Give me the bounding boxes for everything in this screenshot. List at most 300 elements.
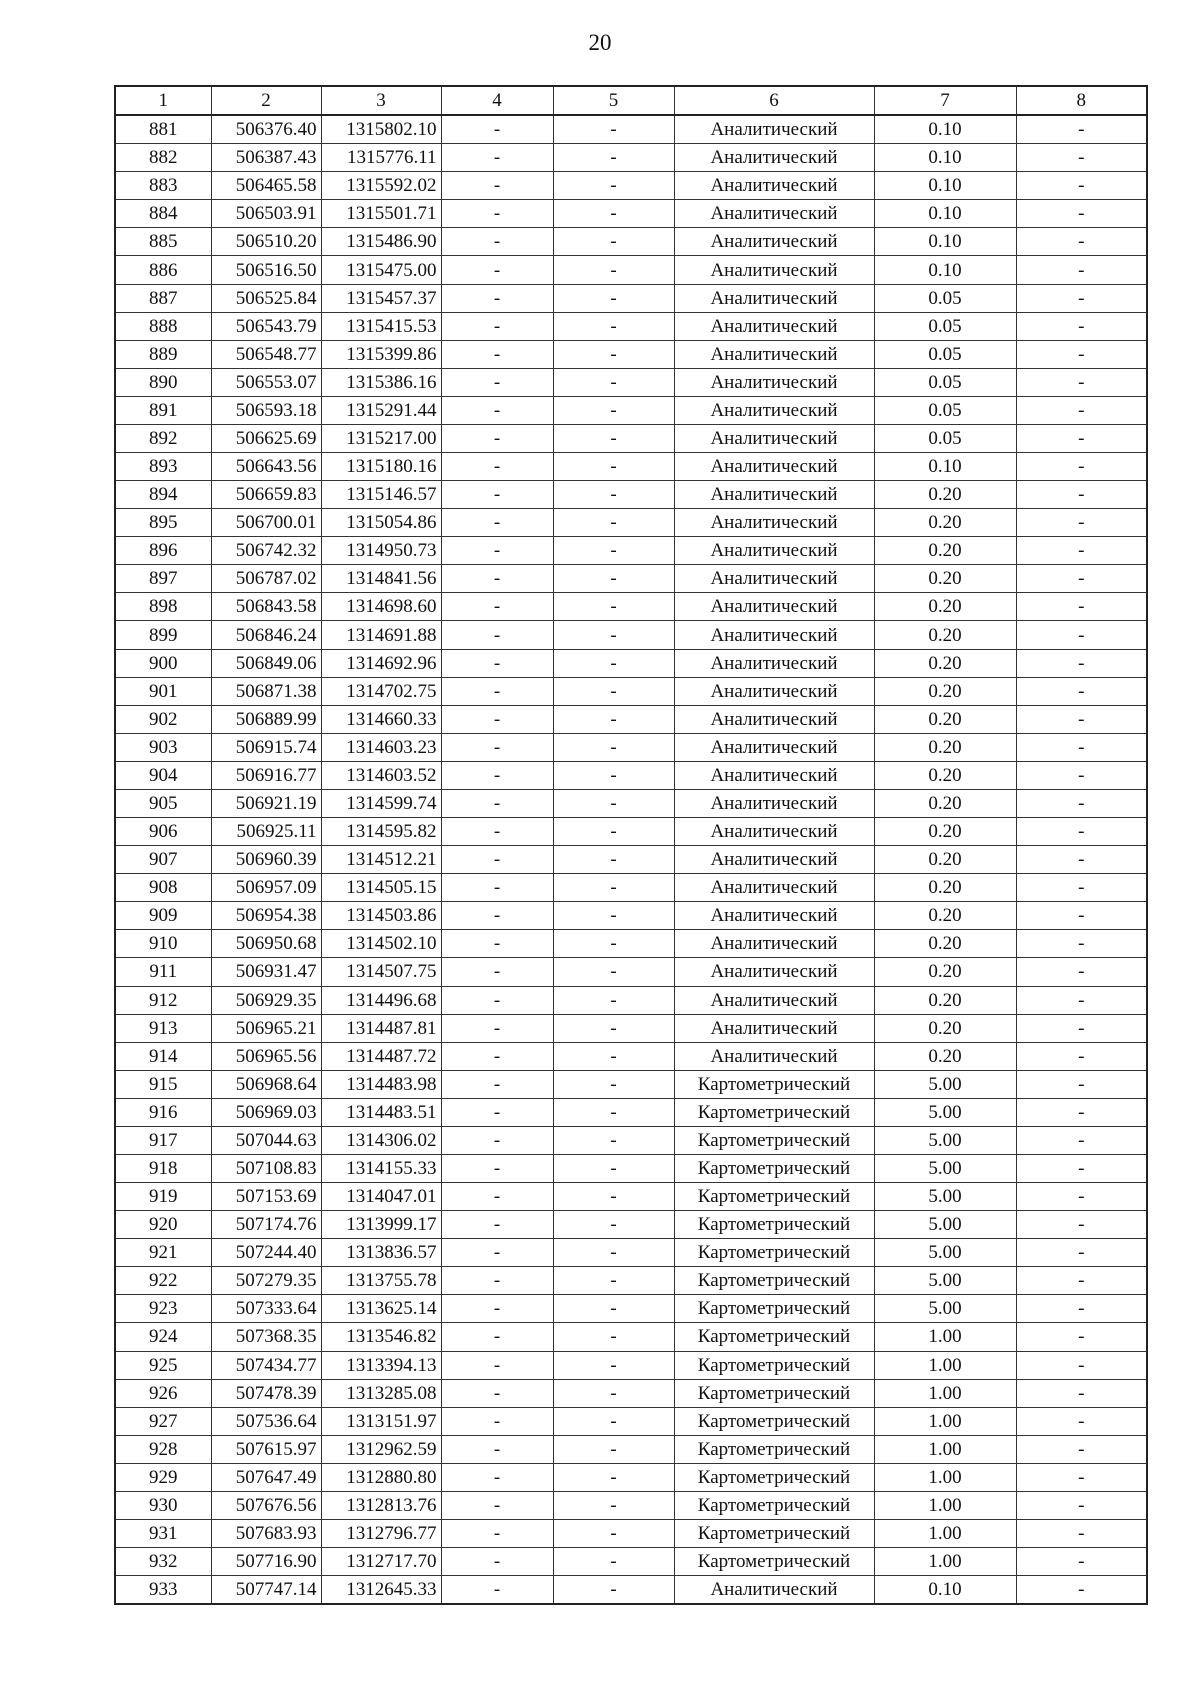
table-row bbox=[115, 368, 1147, 396]
column-4-cell: - bbox=[441, 1070, 553, 1098]
table-row bbox=[115, 1407, 1147, 1435]
column-5-cell: - bbox=[553, 312, 674, 340]
column-5-cell: - bbox=[553, 761, 674, 789]
column-8-cell: - bbox=[1016, 453, 1147, 481]
y-coordinate-cell: 1313999.17 bbox=[321, 1211, 441, 1239]
point-number-cell: 894 bbox=[115, 481, 211, 509]
accuracy-cell: 0.10 bbox=[874, 1576, 1016, 1605]
column-4-cell: - bbox=[441, 1407, 553, 1435]
method-cell: Картометрический bbox=[674, 1379, 874, 1407]
column-4-cell: - bbox=[441, 368, 553, 396]
column-5-cell: - bbox=[553, 1098, 674, 1126]
y-coordinate-cell: 1314692.96 bbox=[321, 649, 441, 677]
x-coordinate-cell: 507368.35 bbox=[211, 1323, 321, 1351]
method-cell: Аналитический bbox=[674, 312, 874, 340]
y-coordinate-cell: 1313394.13 bbox=[321, 1351, 441, 1379]
x-coordinate-cell: 506968.64 bbox=[211, 1070, 321, 1098]
y-coordinate-cell: 1313151.97 bbox=[321, 1407, 441, 1435]
y-coordinate-cell: 1314595.82 bbox=[321, 818, 441, 846]
column-5-cell: - bbox=[553, 340, 674, 368]
point-number-cell: 926 bbox=[115, 1379, 211, 1407]
point-number-cell: 905 bbox=[115, 789, 211, 817]
method-cell: Аналитический bbox=[674, 453, 874, 481]
column-4-cell: - bbox=[441, 144, 553, 172]
column-5-cell: - bbox=[553, 1463, 674, 1491]
column-5-cell: - bbox=[553, 593, 674, 621]
x-coordinate-cell: 506700.01 bbox=[211, 509, 321, 537]
column-5-cell: - bbox=[553, 649, 674, 677]
y-coordinate-cell: 1313285.08 bbox=[321, 1379, 441, 1407]
method-cell: Аналитический bbox=[674, 621, 874, 649]
column-8-cell: - bbox=[1016, 1098, 1147, 1126]
accuracy-cell: 0.10 bbox=[874, 453, 1016, 481]
y-coordinate-cell: 1315501.71 bbox=[321, 200, 441, 228]
column-header: 8 bbox=[1016, 86, 1147, 115]
table-row bbox=[115, 115, 1147, 144]
table-row bbox=[115, 846, 1147, 874]
column-4-cell: - bbox=[441, 1098, 553, 1126]
point-number-cell: 881 bbox=[115, 115, 211, 144]
accuracy-cell: 5.00 bbox=[874, 1239, 1016, 1267]
x-coordinate-cell: 507244.40 bbox=[211, 1239, 321, 1267]
y-coordinate-cell: 1315415.53 bbox=[321, 312, 441, 340]
point-number-cell: 932 bbox=[115, 1548, 211, 1576]
point-number-cell: 904 bbox=[115, 761, 211, 789]
table-row bbox=[115, 902, 1147, 930]
column-4-cell: - bbox=[441, 1379, 553, 1407]
y-coordinate-cell: 1314487.81 bbox=[321, 1014, 441, 1042]
column-4-cell: - bbox=[441, 256, 553, 284]
point-number-cell: 900 bbox=[115, 649, 211, 677]
column-8-cell: - bbox=[1016, 396, 1147, 424]
table-row bbox=[115, 537, 1147, 565]
column-8-cell: - bbox=[1016, 509, 1147, 537]
x-coordinate-cell: 506969.03 bbox=[211, 1098, 321, 1126]
y-coordinate-cell: 1315486.90 bbox=[321, 228, 441, 256]
method-cell: Картометрический bbox=[674, 1519, 874, 1547]
accuracy-cell: 0.20 bbox=[874, 846, 1016, 874]
accuracy-cell: 0.05 bbox=[874, 312, 1016, 340]
table-row bbox=[115, 481, 1147, 509]
accuracy-cell: 0.20 bbox=[874, 818, 1016, 846]
method-cell: Картометрический bbox=[674, 1239, 874, 1267]
column-8-cell: - bbox=[1016, 200, 1147, 228]
column-5-cell: - bbox=[553, 284, 674, 312]
column-8-cell: - bbox=[1016, 537, 1147, 565]
table-row bbox=[115, 1098, 1147, 1126]
y-coordinate-cell: 1314502.10 bbox=[321, 930, 441, 958]
point-number-cell: 915 bbox=[115, 1070, 211, 1098]
method-cell: Аналитический bbox=[674, 200, 874, 228]
x-coordinate-cell: 506465.58 bbox=[211, 172, 321, 200]
table-row bbox=[115, 1323, 1147, 1351]
point-number-cell: 899 bbox=[115, 621, 211, 649]
accuracy-cell: 0.10 bbox=[874, 200, 1016, 228]
column-4-cell: - bbox=[441, 958, 553, 986]
point-number-cell: 922 bbox=[115, 1267, 211, 1295]
accuracy-cell: 5.00 bbox=[874, 1267, 1016, 1295]
accuracy-cell: 0.20 bbox=[874, 705, 1016, 733]
method-cell: Аналитический bbox=[674, 396, 874, 424]
x-coordinate-cell: 506916.77 bbox=[211, 761, 321, 789]
column-4-cell: - bbox=[441, 705, 553, 733]
accuracy-cell: 0.10 bbox=[874, 228, 1016, 256]
accuracy-cell: 0.20 bbox=[874, 986, 1016, 1014]
method-cell: Аналитический bbox=[674, 228, 874, 256]
column-4-cell: - bbox=[441, 1295, 553, 1323]
table-row bbox=[115, 1126, 1147, 1154]
table-row bbox=[115, 1267, 1147, 1295]
accuracy-cell: 1.00 bbox=[874, 1407, 1016, 1435]
table-row bbox=[115, 930, 1147, 958]
column-5-cell: - bbox=[553, 958, 674, 986]
column-8-cell: - bbox=[1016, 424, 1147, 452]
table-row bbox=[115, 789, 1147, 817]
accuracy-cell: 0.20 bbox=[874, 958, 1016, 986]
table-row bbox=[115, 424, 1147, 452]
column-5-cell: - bbox=[553, 1154, 674, 1182]
method-cell: Картометрический bbox=[674, 1323, 874, 1351]
table-row bbox=[115, 228, 1147, 256]
method-cell: Аналитический bbox=[674, 1576, 874, 1605]
accuracy-cell: 1.00 bbox=[874, 1351, 1016, 1379]
method-cell: Картометрический bbox=[674, 1183, 874, 1211]
column-5-cell: - bbox=[553, 846, 674, 874]
column-4-cell: - bbox=[441, 1491, 553, 1519]
y-coordinate-cell: 1314505.15 bbox=[321, 874, 441, 902]
x-coordinate-cell: 506871.38 bbox=[211, 677, 321, 705]
method-cell: Аналитический bbox=[674, 677, 874, 705]
y-coordinate-cell: 1315802.10 bbox=[321, 115, 441, 144]
method-cell: Аналитический bbox=[674, 509, 874, 537]
point-number-cell: 893 bbox=[115, 453, 211, 481]
point-number-cell: 913 bbox=[115, 1014, 211, 1042]
table-row bbox=[115, 761, 1147, 789]
table-row bbox=[115, 200, 1147, 228]
y-coordinate-cell: 1313836.57 bbox=[321, 1239, 441, 1267]
method-cell: Картометрический bbox=[674, 1548, 874, 1576]
accuracy-cell: 1.00 bbox=[874, 1491, 1016, 1519]
method-cell: Картометрический bbox=[674, 1098, 874, 1126]
x-coordinate-cell: 507747.14 bbox=[211, 1576, 321, 1605]
column-4-cell: - bbox=[441, 481, 553, 509]
column-5-cell: - bbox=[553, 818, 674, 846]
x-coordinate-cell: 507478.39 bbox=[211, 1379, 321, 1407]
y-coordinate-cell: 1312813.76 bbox=[321, 1491, 441, 1519]
table-row bbox=[115, 340, 1147, 368]
point-number-cell: 908 bbox=[115, 874, 211, 902]
x-coordinate-cell: 506503.91 bbox=[211, 200, 321, 228]
column-4-cell: - bbox=[441, 1463, 553, 1491]
table-row bbox=[115, 705, 1147, 733]
point-number-cell: 925 bbox=[115, 1351, 211, 1379]
column-4-cell: - bbox=[441, 312, 553, 340]
table-row bbox=[115, 453, 1147, 481]
y-coordinate-cell: 1315457.37 bbox=[321, 284, 441, 312]
method-cell: Аналитический bbox=[674, 818, 874, 846]
method-cell: Аналитический bbox=[674, 284, 874, 312]
column-8-cell: - bbox=[1016, 1519, 1147, 1547]
column-4-cell: - bbox=[441, 930, 553, 958]
y-coordinate-cell: 1314047.01 bbox=[321, 1183, 441, 1211]
table-row bbox=[115, 172, 1147, 200]
column-5-cell: - bbox=[553, 1183, 674, 1211]
point-number-cell: 903 bbox=[115, 733, 211, 761]
column-4-cell: - bbox=[441, 1211, 553, 1239]
point-number-cell: 929 bbox=[115, 1463, 211, 1491]
column-8-cell: - bbox=[1016, 789, 1147, 817]
method-cell: Картометрический bbox=[674, 1126, 874, 1154]
method-cell: Аналитический bbox=[674, 172, 874, 200]
x-coordinate-cell: 506510.20 bbox=[211, 228, 321, 256]
column-5-cell: - bbox=[553, 172, 674, 200]
accuracy-cell: 0.20 bbox=[874, 593, 1016, 621]
accuracy-cell: 0.20 bbox=[874, 565, 1016, 593]
method-cell: Картометрический bbox=[674, 1435, 874, 1463]
table-row bbox=[115, 1295, 1147, 1323]
x-coordinate-cell: 506950.68 bbox=[211, 930, 321, 958]
page-number: 20 bbox=[588, 30, 612, 55]
accuracy-cell: 0.20 bbox=[874, 509, 1016, 537]
x-coordinate-cell: 507044.63 bbox=[211, 1126, 321, 1154]
column-5-cell: - bbox=[553, 874, 674, 902]
column-5-cell: - bbox=[553, 1014, 674, 1042]
column-8-cell: - bbox=[1016, 1407, 1147, 1435]
point-number-cell: 890 bbox=[115, 368, 211, 396]
column-5-cell: - bbox=[553, 144, 674, 172]
accuracy-cell: 1.00 bbox=[874, 1519, 1016, 1547]
column-8-cell: - bbox=[1016, 705, 1147, 733]
table-row bbox=[115, 1491, 1147, 1519]
accuracy-cell: 1.00 bbox=[874, 1463, 1016, 1491]
column-8-cell: - bbox=[1016, 284, 1147, 312]
x-coordinate-cell: 507647.49 bbox=[211, 1463, 321, 1491]
column-8-cell: - bbox=[1016, 1463, 1147, 1491]
point-number-cell: 891 bbox=[115, 396, 211, 424]
x-coordinate-cell: 506643.56 bbox=[211, 453, 321, 481]
y-coordinate-cell: 1314306.02 bbox=[321, 1126, 441, 1154]
column-5-cell: - bbox=[553, 424, 674, 452]
x-coordinate-cell: 507615.97 bbox=[211, 1435, 321, 1463]
column-4-cell: - bbox=[441, 424, 553, 452]
point-number-cell: 933 bbox=[115, 1576, 211, 1605]
x-coordinate-cell: 506954.38 bbox=[211, 902, 321, 930]
accuracy-cell: 0.10 bbox=[874, 256, 1016, 284]
column-5-cell: - bbox=[553, 256, 674, 284]
accuracy-cell: 5.00 bbox=[874, 1070, 1016, 1098]
y-coordinate-cell: 1312717.70 bbox=[321, 1548, 441, 1576]
point-number-cell: 914 bbox=[115, 1042, 211, 1070]
column-4-cell: - bbox=[441, 172, 553, 200]
y-coordinate-cell: 1313625.14 bbox=[321, 1295, 441, 1323]
accuracy-cell: 0.05 bbox=[874, 424, 1016, 452]
point-number-cell: 920 bbox=[115, 1211, 211, 1239]
column-5-cell: - bbox=[553, 1042, 674, 1070]
table-row bbox=[115, 1519, 1147, 1547]
table-row bbox=[115, 1070, 1147, 1098]
column-header: 3 bbox=[321, 86, 441, 115]
point-number-cell: 909 bbox=[115, 902, 211, 930]
table-row bbox=[115, 1042, 1147, 1070]
x-coordinate-cell: 507174.76 bbox=[211, 1211, 321, 1239]
column-4-cell: - bbox=[441, 284, 553, 312]
table-body bbox=[115, 115, 1147, 1604]
column-8-cell: - bbox=[1016, 733, 1147, 761]
method-cell: Аналитический bbox=[674, 705, 874, 733]
point-number-cell: 930 bbox=[115, 1491, 211, 1519]
y-coordinate-cell: 1314503.86 bbox=[321, 902, 441, 930]
accuracy-cell: 0.10 bbox=[874, 144, 1016, 172]
accuracy-cell: 0.20 bbox=[874, 649, 1016, 677]
accuracy-cell: 0.20 bbox=[874, 761, 1016, 789]
x-coordinate-cell: 506957.09 bbox=[211, 874, 321, 902]
point-number-cell: 884 bbox=[115, 200, 211, 228]
column-header: 6 bbox=[674, 86, 874, 115]
column-4-cell: - bbox=[441, 761, 553, 789]
y-coordinate-cell: 1313546.82 bbox=[321, 1323, 441, 1351]
column-8-cell: - bbox=[1016, 1548, 1147, 1576]
accuracy-cell: 1.00 bbox=[874, 1379, 1016, 1407]
accuracy-cell: 0.05 bbox=[874, 340, 1016, 368]
table-row bbox=[115, 1154, 1147, 1182]
method-cell: Аналитический bbox=[674, 481, 874, 509]
table-row bbox=[115, 509, 1147, 537]
column-4-cell: - bbox=[441, 649, 553, 677]
y-coordinate-cell: 1315399.86 bbox=[321, 340, 441, 368]
x-coordinate-cell: 507108.83 bbox=[211, 1154, 321, 1182]
point-number-cell: 897 bbox=[115, 565, 211, 593]
x-coordinate-cell: 506593.18 bbox=[211, 396, 321, 424]
point-number-cell: 898 bbox=[115, 593, 211, 621]
column-8-cell: - bbox=[1016, 818, 1147, 846]
column-4-cell: - bbox=[441, 986, 553, 1014]
point-number-cell: 889 bbox=[115, 340, 211, 368]
method-cell: Аналитический bbox=[674, 368, 874, 396]
column-4-cell: - bbox=[441, 1576, 553, 1605]
y-coordinate-cell: 1315054.86 bbox=[321, 509, 441, 537]
accuracy-cell: 5.00 bbox=[874, 1098, 1016, 1126]
y-coordinate-cell: 1314698.60 bbox=[321, 593, 441, 621]
y-coordinate-cell: 1315146.57 bbox=[321, 481, 441, 509]
column-8-cell: - bbox=[1016, 593, 1147, 621]
x-coordinate-cell: 506843.58 bbox=[211, 593, 321, 621]
table-row bbox=[115, 1211, 1147, 1239]
y-coordinate-cell: 1314660.33 bbox=[321, 705, 441, 733]
x-coordinate-cell: 506889.99 bbox=[211, 705, 321, 733]
y-coordinate-cell: 1315776.11 bbox=[321, 144, 441, 172]
method-cell: Аналитический bbox=[674, 1014, 874, 1042]
column-5-cell: - bbox=[553, 1211, 674, 1239]
x-coordinate-cell: 506516.50 bbox=[211, 256, 321, 284]
y-coordinate-cell: 1314512.21 bbox=[321, 846, 441, 874]
accuracy-cell: 5.00 bbox=[874, 1211, 1016, 1239]
x-coordinate-cell: 507279.35 bbox=[211, 1267, 321, 1295]
column-5-cell: - bbox=[553, 1407, 674, 1435]
column-5-cell: - bbox=[553, 1070, 674, 1098]
method-cell: Аналитический bbox=[674, 789, 874, 817]
column-5-cell: - bbox=[553, 1379, 674, 1407]
column-header: 7 bbox=[874, 86, 1016, 115]
y-coordinate-cell: 1314496.68 bbox=[321, 986, 441, 1014]
accuracy-cell: 0.20 bbox=[874, 1042, 1016, 1070]
column-8-cell: - bbox=[1016, 1491, 1147, 1519]
column-4-cell: - bbox=[441, 537, 553, 565]
y-coordinate-cell: 1312796.77 bbox=[321, 1519, 441, 1547]
method-cell: Картометрический bbox=[674, 1407, 874, 1435]
column-4-cell: - bbox=[441, 1126, 553, 1154]
column-8-cell: - bbox=[1016, 930, 1147, 958]
column-5-cell: - bbox=[553, 1267, 674, 1295]
point-number-cell: 886 bbox=[115, 256, 211, 284]
point-number-cell: 883 bbox=[115, 172, 211, 200]
column-5-cell: - bbox=[553, 902, 674, 930]
x-coordinate-cell: 507333.64 bbox=[211, 1295, 321, 1323]
column-8-cell: - bbox=[1016, 115, 1147, 144]
column-4-cell: - bbox=[441, 1014, 553, 1042]
accuracy-cell: 0.10 bbox=[874, 172, 1016, 200]
column-8-cell: - bbox=[1016, 761, 1147, 789]
column-4-cell: - bbox=[441, 593, 553, 621]
column-8-cell: - bbox=[1016, 1183, 1147, 1211]
table-row bbox=[115, 1548, 1147, 1576]
accuracy-cell: 1.00 bbox=[874, 1548, 1016, 1576]
column-5-cell: - bbox=[553, 1519, 674, 1547]
accuracy-cell: 0.05 bbox=[874, 284, 1016, 312]
x-coordinate-cell: 506965.56 bbox=[211, 1042, 321, 1070]
column-4-cell: - bbox=[441, 846, 553, 874]
column-5-cell: - bbox=[553, 1548, 674, 1576]
y-coordinate-cell: 1314603.52 bbox=[321, 761, 441, 789]
method-cell: Аналитический bbox=[674, 733, 874, 761]
point-number-cell: 896 bbox=[115, 537, 211, 565]
method-cell: Картометрический bbox=[674, 1070, 874, 1098]
point-number-cell: 895 bbox=[115, 509, 211, 537]
column-4-cell: - bbox=[441, 818, 553, 846]
accuracy-cell: 0.20 bbox=[874, 481, 1016, 509]
column-8-cell: - bbox=[1016, 1042, 1147, 1070]
column-8-cell: - bbox=[1016, 1070, 1147, 1098]
column-5-cell: - bbox=[553, 677, 674, 705]
point-number-cell: 912 bbox=[115, 986, 211, 1014]
table-row bbox=[115, 256, 1147, 284]
x-coordinate-cell: 506625.69 bbox=[211, 424, 321, 452]
column-header: 4 bbox=[441, 86, 553, 115]
accuracy-cell: 5.00 bbox=[874, 1295, 1016, 1323]
method-cell: Аналитический bbox=[674, 874, 874, 902]
column-8-cell: - bbox=[1016, 874, 1147, 902]
x-coordinate-cell: 506659.83 bbox=[211, 481, 321, 509]
accuracy-cell: 0.20 bbox=[874, 1014, 1016, 1042]
method-cell: Аналитический bbox=[674, 846, 874, 874]
accuracy-cell: 0.20 bbox=[874, 789, 1016, 817]
column-8-cell: - bbox=[1016, 986, 1147, 1014]
column-5-cell: - bbox=[553, 509, 674, 537]
method-cell: Аналитический bbox=[674, 537, 874, 565]
column-4-cell: - bbox=[441, 509, 553, 537]
y-coordinate-cell: 1314599.74 bbox=[321, 789, 441, 817]
table-row bbox=[115, 1351, 1147, 1379]
table-header-row bbox=[115, 86, 1147, 115]
method-cell: Картометрический bbox=[674, 1463, 874, 1491]
y-coordinate-cell: 1314603.23 bbox=[321, 733, 441, 761]
column-5-cell: - bbox=[553, 705, 674, 733]
table-row bbox=[115, 312, 1147, 340]
y-coordinate-cell: 1315475.00 bbox=[321, 256, 441, 284]
table-row bbox=[115, 1239, 1147, 1267]
column-8-cell: - bbox=[1016, 256, 1147, 284]
column-8-cell: - bbox=[1016, 1154, 1147, 1182]
x-coordinate-cell: 506846.24 bbox=[211, 621, 321, 649]
